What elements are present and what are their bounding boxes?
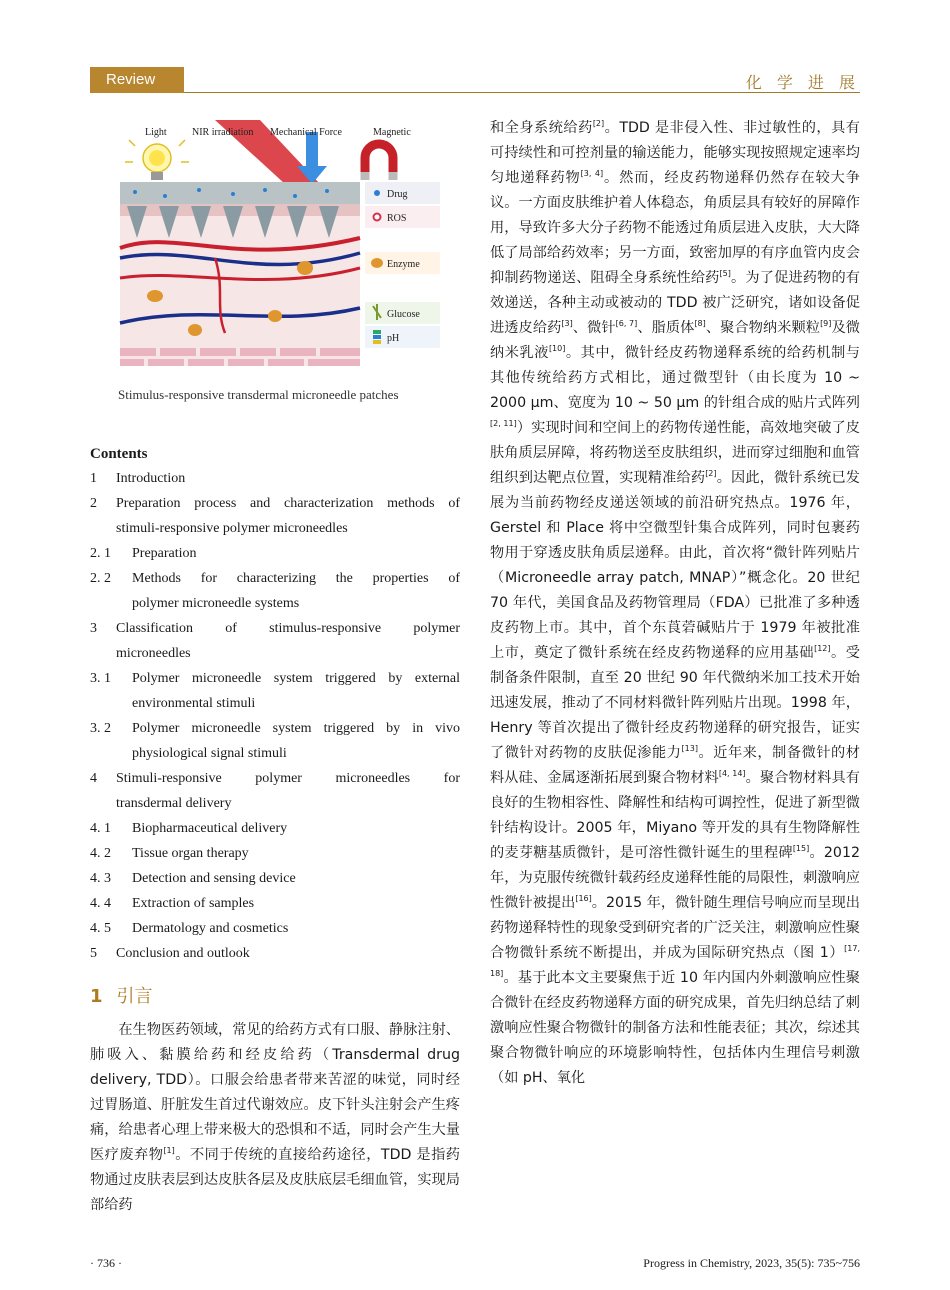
toc-number: 4. 3 (90, 871, 111, 886)
citation-ref: [15] (792, 844, 810, 853)
section-title: 引言 (116, 986, 153, 1007)
contents-title: Contents (90, 446, 148, 462)
toc-item (90, 616, 460, 641)
citation-ref: [8] (694, 319, 706, 328)
toc-number: 3 (90, 621, 97, 636)
toc-text-continued: transdermal delivery (116, 796, 232, 811)
patch-base (120, 182, 360, 206)
citation-ref: [9] (820, 319, 832, 328)
figure-legend (365, 182, 440, 348)
toc-text: Dermatology and cosmetics (132, 921, 289, 936)
toc-item (90, 816, 460, 841)
ph-legend-icon (373, 330, 381, 334)
citation-ref: [3, 4] (580, 169, 604, 178)
toc-item (90, 891, 460, 916)
toc-number: 1 (90, 471, 97, 486)
toc-text: Preparation (132, 546, 197, 561)
toc-text: Polymer microneedle system triggered by external (132, 671, 460, 686)
microneedle-figure (115, 118, 445, 408)
light-bulb-icon (125, 140, 189, 180)
toc-item (90, 766, 460, 791)
toc-text: Classification of stimulus-responsive polymer (116, 621, 460, 636)
toc-item (90, 841, 460, 866)
enzyme-legend-icon (371, 258, 383, 268)
citation-ref: [16] (575, 894, 592, 903)
toc-number: 2. 1 (90, 546, 111, 561)
intro-paragraph-left: 在生物医药领域，常见的给药方式有口服、静脉注射、肺吸入、黏膜给药和经皮给药（Transdermal drug delivery, TDD）。口服会给患者带来苦涩的味觉，同时经过胃肠道、肝脏发生首过代谢效应。皮下针头注射会产生疼痛，给患者心理上带来极大的恐惧和不适，同时会产生大量医疗废弃物[1]。不同于传统的直接给药途径，TDD 是指药物通过皮肤表层到达皮肤各层及皮肤底层毛细血管，实现局部给药 (90, 1022, 460, 1213)
mechanical-label: Mechanical Force (270, 127, 342, 138)
light-label: Light (145, 127, 167, 138)
legend-glucose: Glucose (387, 309, 420, 320)
toc-text-continued: microneedles (116, 646, 191, 661)
citation-ref: [5] (719, 269, 731, 278)
citation-ref: [2] (705, 469, 717, 478)
figure-caption: Stimulus-responsive transdermal microneedle patches (118, 387, 399, 402)
toc-text: Conclusion and outlook (116, 946, 250, 961)
toc-item (90, 716, 460, 741)
toc-number: 4. 4 (90, 896, 111, 911)
toc-item (90, 466, 460, 491)
toc-number: 2. 2 (90, 571, 111, 586)
toc-number: 2 (90, 496, 97, 511)
toc-text: Stimuli-responsive polymer microneedles for (116, 771, 460, 786)
section-heading (90, 982, 153, 1008)
journal-title: 化 学 进 展 (745, 73, 860, 92)
magnet-icon (361, 144, 398, 180)
toc-text: Extraction of samples (132, 896, 255, 911)
toc-number: 4. 2 (90, 846, 111, 861)
review-tag: Review (90, 67, 184, 93)
toc-text: Detection and sensing device (132, 871, 296, 886)
citation-ref: [10] (548, 344, 566, 353)
toc-number: 4. 1 (90, 821, 111, 836)
toc-text-continued: environmental stimuli (132, 696, 256, 711)
toc-text-continued: physiological signal stimuli (132, 746, 287, 761)
toc-text-continued: stimuli-responsive polymer microneedles (116, 521, 348, 536)
toc-text: Polymer microneedle system triggered by in vivo (132, 721, 460, 736)
citation-ref: [2] (592, 119, 605, 128)
toc-item (90, 491, 460, 516)
citation-ref: [4, 14] (718, 769, 746, 778)
toc-item (90, 866, 460, 891)
journal-citation: Progress in Chemistry, 2023, 35(5): 735~756 (643, 1256, 860, 1270)
toc-list (90, 466, 460, 966)
toc-item (90, 666, 460, 691)
toc-text: Introduction (116, 471, 186, 486)
section-number: 1 (90, 986, 103, 1007)
header-rule (90, 67, 860, 93)
legend-enzyme: Enzyme (387, 259, 420, 270)
citation-ref: [2, 11] (490, 419, 517, 428)
toc-text: Preparation process and characterization methods of (116, 496, 460, 511)
skin-layer (120, 206, 360, 366)
page-number: · 736 · (90, 1256, 122, 1270)
toc-text: Tissue organ therapy (132, 846, 249, 861)
toc-number: 3. 2 (90, 721, 111, 736)
toc-item (90, 916, 460, 941)
citation-ref: [12] (814, 644, 831, 653)
citation-ref: [1] (163, 1146, 175, 1155)
citation-ref: [6, 7] (615, 319, 638, 328)
citation-ref: [17, 18] (490, 944, 860, 978)
toc-text: Biopharmaceutical delivery (132, 821, 288, 836)
toc-text: Methods for characterizing the properties of (132, 571, 460, 586)
citation-ref: [13] (681, 744, 698, 753)
drug-legend-icon (374, 190, 380, 196)
toc-item (90, 941, 460, 966)
toc-item (90, 541, 460, 566)
legend-ros: ROS (387, 213, 407, 224)
ros-legend-icon (374, 214, 381, 221)
intro-paragraph-right: 和全身系统给药[2]。TDD 是非侵入性、非过敏性的，具有可持续性和可控剂量的输送能力，能够实现按照规定速率均匀地递释药物[3, 4]。然而，经皮药物递释仍然存在较大争议。一方面皮肤维护着人体稳态，角质层具有较好的屏障作用，导致许多大分子药物不能透过角质层进入皮肤，大大降低了局部给药效率；另一方面，致密加厚的有序血管内皮会抑制药物递送、阻碍全身系统性给药[5]。为了促进药物的有效递送，各种主动或被动的 TDD 被广泛研究，诸如设备促进透皮给药[3]、微针[6, 7]、脂质体[8]、聚合物纳米颗粒[9]及微纳米乳液[10]。其中，微针经皮药物递释系统的给药机制与其他传统给药方式相比，通过微型针（由长度为 10 ~ 2000 μm、宽度为 10 ~ 50 μm 的针组合成的贴片式阵列[2, 11]）实现时间和空间上的药物传递性能，高效地突破了皮肤角质层屏障，将药物送至皮肤组织，进而穿过细胞和血管组织到达靶点位置，实现精准给药[2]。因此，微针系统已发展为当前药物经皮递送领域的前沿研究热点。1976 年，Gerstel 和 Place 将中空微型针集合成阵列，同时包裹药物用于穿透皮肤角质层递释。由此，首次将“微针阵列贴片（Microneedle array patch, MNAP）”概念化。20 世纪 70 年代，美国食品及药物管理局（FDA）已批准了多种透皮药物上市。其中，首个东莨菪碱贴片于 1979 年被批准上市，奠定了微针系统在经皮药物递释的应用基础[12]。受制备条件限制，直至 20 世纪 90 年代微纳米加工技术开始迅速发展，推动了不同材料微针阵列贴片出现。1998 年，Henry 等首次提出了微针经皮药物递释的研究报告，证实了微针对药物的皮肤促渗能力[13]。近年来，制备微针的材料从硅、金属逐渐拓展到聚合物材料[4, 14]。聚合物材料具有良好的生物相容性、降解性和结构可调控性，促进了新型微针结构设计。2005 年，Miyano 等开发的具有生物降解性的麦芽糖基质微针，是可溶性微针诞生的里程碑[15]。2012 年，为克服传统微针载药经皮递释性能的局限性，刺激响应性微针被提出[16]。2015 年，微针随生理信号响应而呈现出药物递释特性的现象受到研究者的广泛关注，刺激响应性聚合物微针系统不断提出，并成为国际研究热点（图 1）[17, 18]。基于此本文主要聚焦于近 10 年内国内外刺激响应性聚合微针在经皮药物递释方面的研究成果，首先归纳总结了刺激响应性聚合物微针的制备方法和性能表征；其次，综述其聚合物微针响应的环境影响特性，包括体内生理信号刺激（如 pH、氧化 (490, 119, 860, 1086)
toc-item (90, 566, 460, 591)
toc-text-continued: polymer microneedle systems (132, 596, 300, 611)
toc-number: 5 (90, 946, 97, 961)
legend-ph: pH (387, 333, 400, 344)
citation-ref: [3] (561, 319, 573, 328)
toc-number: 4 (90, 771, 97, 786)
legend-drug: Drug (387, 189, 408, 200)
toc-number: 4. 5 (90, 921, 111, 936)
toc-number: 3. 1 (90, 671, 111, 686)
magnetic-label: Magnetic (373, 127, 411, 138)
contents-section (90, 444, 460, 966)
nir-label: NIR irradiation (192, 127, 254, 138)
